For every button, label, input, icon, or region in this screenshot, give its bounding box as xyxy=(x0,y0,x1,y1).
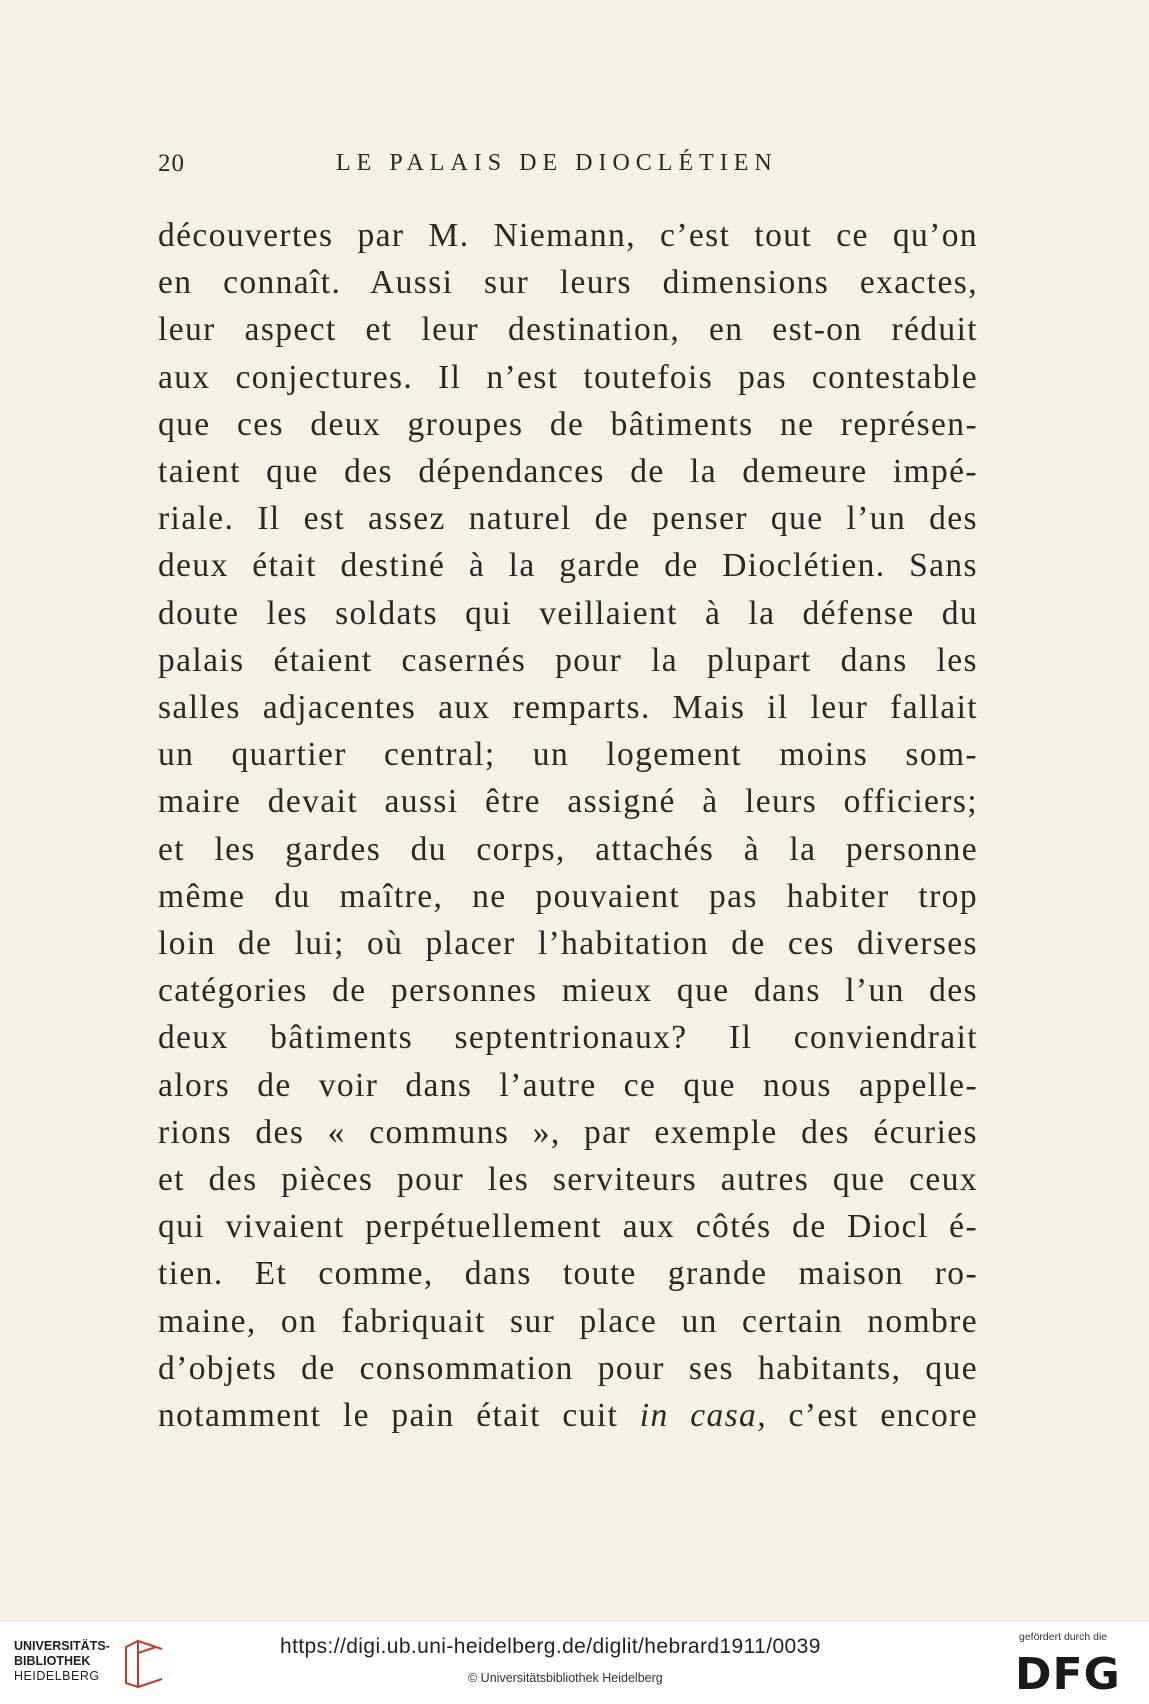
text-line: riale. Il est assez naturel de penser que l’un des xyxy=(158,500,978,538)
text-line: deux bâtiments septentrionaux? Il conviendrait xyxy=(158,1019,978,1057)
text-line: même du maître, ne pouvaient pas habiter trop xyxy=(158,877,978,915)
text-line: qui vivaient perpétuellement aux côtés de Diocl é- xyxy=(158,1208,978,1246)
viewer-footer xyxy=(0,1620,1149,1704)
text-line: catégories de personnes mieux que dans l’un des xyxy=(158,972,978,1010)
text-line: loin de lui; où placer l’habitation de ces diverses xyxy=(158,925,978,963)
text-line: d’objets de consommation pour ses habitants, que xyxy=(158,1349,978,1387)
text-line: maire devait aussi être assigné à leurs officiers; xyxy=(158,783,978,821)
text-line: rions des « communs », par exemple des écuries xyxy=(158,1113,978,1151)
text-line: leur aspect et leur destination, en est-on réduit xyxy=(158,311,978,349)
italic-phrase: in casa, xyxy=(639,1397,767,1435)
page-url-link[interactable]: https://digi.ub.uni-heidelberg.de/diglit/hebrard1911/0039 xyxy=(280,1635,821,1658)
text-line: taient que des dépendances de la demeure impé- xyxy=(158,453,978,491)
text-line: que ces deux groupes de bâtiments ne représen- xyxy=(158,405,978,443)
text-line: en connaît. Aussi sur leurs dimensions exactes, xyxy=(158,264,978,302)
copyright-notice: © Universitätsbibliothek Heidelberg xyxy=(468,1671,663,1685)
text-line: un quartier central; un logement moins som- xyxy=(158,736,978,774)
running-title: LE PALAIS DE DIOCLÉTIEN xyxy=(336,150,778,176)
text-line: aux conjectures. Il n’est toutefois pas contestable xyxy=(158,358,978,396)
library-emblem-icon xyxy=(122,1639,166,1689)
funder-logo[interactable] xyxy=(1015,1631,1140,1701)
running-head xyxy=(158,150,808,186)
text-line: deux était destiné à la garde de Dioclétien. Sans xyxy=(158,547,978,585)
library-logo[interactable] xyxy=(14,1639,174,1689)
page-number: 20 xyxy=(158,150,185,177)
text-line: alors de voir dans l’autre ce que nous appelle- xyxy=(158,1066,978,1104)
library-name-line1: UNIVERSITÄTS- xyxy=(14,1639,110,1653)
text-line: doute les soldats qui veillaient à la défense du xyxy=(158,594,978,632)
body-text xyxy=(158,212,978,1439)
last-line-start: notamment le pain était cuit xyxy=(158,1397,640,1435)
last-line-end: c’est encore xyxy=(766,1397,978,1435)
funder-caption: gefördert durch die xyxy=(1019,1631,1108,1643)
library-name-line2: BIBLIOTHEK xyxy=(14,1654,91,1668)
text-line: maine, on fabriquait sur place un certain nombre xyxy=(158,1302,978,1340)
text-line: palais étaient casernés pour la plupart dans les xyxy=(158,641,978,679)
dfg-logo-text: DFG xyxy=(1015,1649,1121,1700)
text-line: et des pièces pour les serviteurs autres que ceux xyxy=(158,1161,978,1199)
text-line: et les gardes du corps, attachés à la personne xyxy=(158,830,978,868)
text-line: découvertes par M. Niemann, c’est tout ce qu’on xyxy=(158,217,978,254)
text-line: tien. Et comme, dans toute grande maison ro- xyxy=(158,1255,978,1293)
text-line: salles adjacentes aux remparts. Mais il leur fallait xyxy=(158,689,978,727)
text-line-last xyxy=(158,1392,978,1439)
library-name-line3: HEIDELBERG xyxy=(14,1669,100,1683)
library-name xyxy=(14,1639,110,1684)
